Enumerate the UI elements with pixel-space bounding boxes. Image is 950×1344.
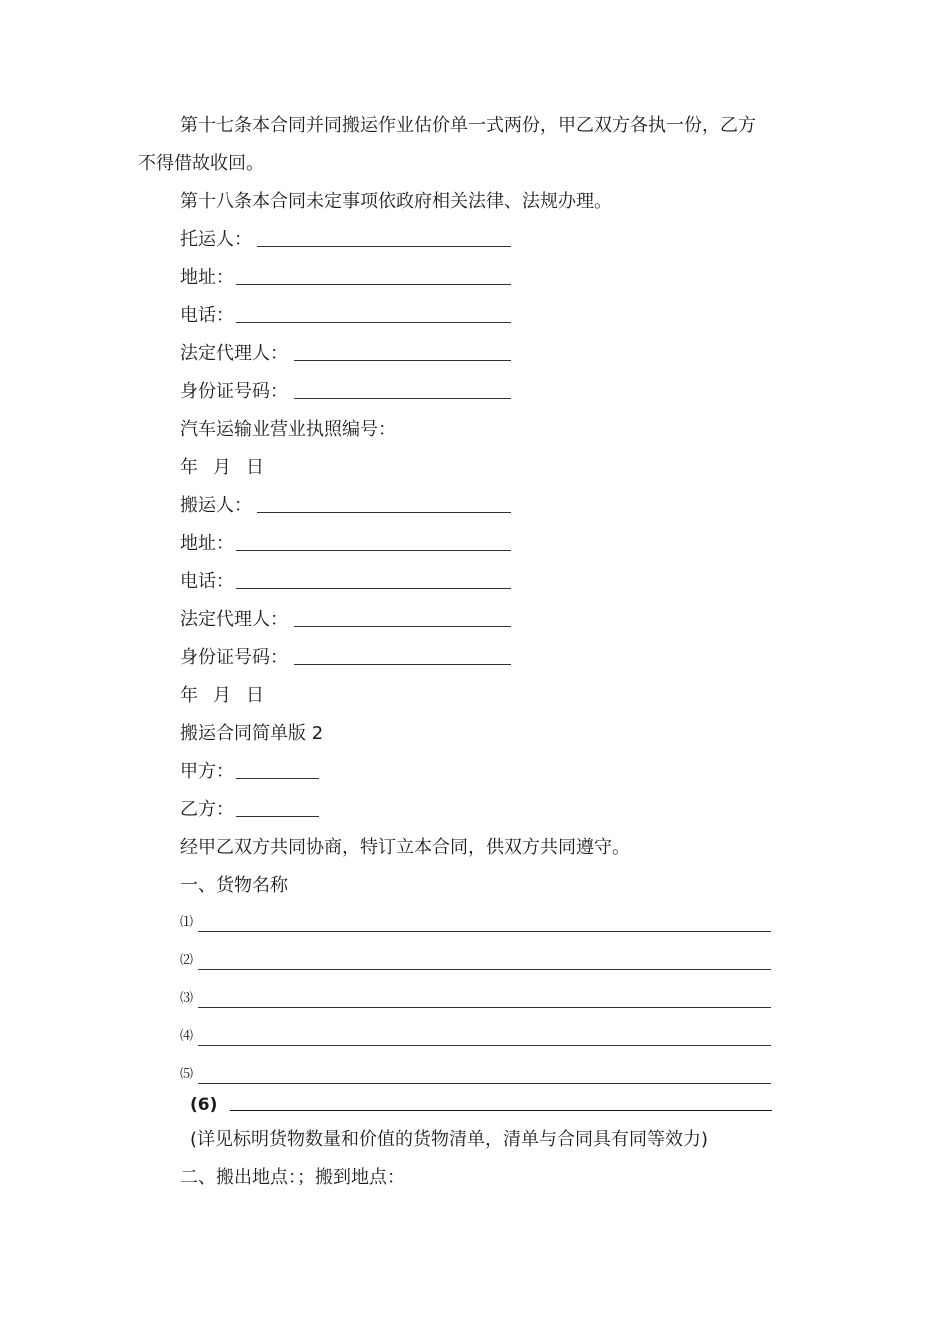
item-4-number: ⑷ — [180, 1029, 194, 1044]
item-3-number: ⑶ — [180, 991, 194, 1006]
carrier-rep-field[interactable] — [294, 626, 511, 627]
item-2-number: ⑵ — [180, 953, 194, 968]
article-17-line-2: 不得借故收回。 — [138, 153, 264, 174]
shipper-rep-field[interactable] — [294, 360, 511, 361]
party-a-label: 甲方： — [180, 761, 234, 782]
shipper-address-label: 地址： — [180, 267, 234, 288]
party-b-label: 乙方： — [180, 799, 234, 820]
item-2-field[interactable] — [198, 969, 771, 970]
shipper-date — [180, 456, 279, 480]
party-a-field[interactable] — [236, 778, 319, 779]
carrier-name-field[interactable] — [257, 512, 511, 513]
contract2-intro: 经甲乙双方共同协商，特订立本合同，供双方共同遵守。 — [180, 837, 630, 858]
shipper-phone-field[interactable] — [236, 322, 511, 323]
contract2-title: 搬运合同简单版 2 — [180, 723, 324, 744]
carrier-id-label: 身份证号码： — [180, 647, 288, 668]
shipper-address-field[interactable] — [236, 284, 511, 285]
article-18: 第十八条本合同未定事项依政府相关法律、法规办理。 — [180, 191, 612, 212]
carrier-date-month: 月 — [213, 685, 231, 706]
article-17-line-1: 第十七条本合同并同搬运作业估价单一式两份，甲乙双方各执一份，乙方 — [180, 115, 756, 136]
item-6-number: (6) — [190, 1095, 218, 1115]
party-b-field[interactable] — [236, 816, 319, 817]
item-3-field[interactable] — [198, 1007, 771, 1008]
shipper-date-year: 年 — [180, 457, 198, 478]
shipper-rep-label: 法定代理人： — [180, 343, 288, 364]
carrier-date — [180, 684, 279, 708]
shipper-name-label: 托运人： — [180, 229, 252, 250]
carrier-date-day: 日 — [246, 685, 264, 706]
section-2-locations: 二、搬出地点：；搬到地点： — [180, 1167, 405, 1188]
goods-list-note: (详见标明货物数量和价值的货物清单，清单与合同具有同等效力) — [190, 1129, 709, 1150]
item-4-field[interactable] — [198, 1045, 771, 1046]
carrier-name-label: 搬运人： — [180, 495, 252, 516]
shipper-phone-label: 电话： — [180, 305, 234, 326]
carrier-address-field[interactable] — [236, 550, 511, 551]
shipper-license-label: 汽车运输业营业执照编号： — [180, 419, 396, 440]
carrier-phone-field[interactable] — [236, 588, 511, 589]
item-1-field[interactable] — [198, 931, 771, 932]
item-5-field[interactable] — [198, 1083, 771, 1084]
shipper-id-field[interactable] — [294, 398, 511, 399]
item-6-field[interactable] — [230, 1110, 772, 1111]
carrier-rep-label: 法定代理人： — [180, 609, 288, 630]
carrier-address-label: 地址： — [180, 533, 234, 554]
shipper-name-field[interactable] — [257, 246, 511, 247]
item-1-number: ⑴ — [180, 915, 194, 930]
section-1-heading: 一、货物名称 — [180, 875, 288, 896]
carrier-date-year: 年 — [180, 685, 198, 706]
shipper-date-month: 月 — [213, 457, 231, 478]
shipper-id-label: 身份证号码： — [180, 381, 288, 402]
shipper-date-day: 日 — [246, 457, 264, 478]
carrier-id-field[interactable] — [294, 664, 511, 665]
carrier-phone-label: 电话： — [180, 571, 234, 592]
item-5-number: ⑸ — [180, 1067, 194, 1082]
